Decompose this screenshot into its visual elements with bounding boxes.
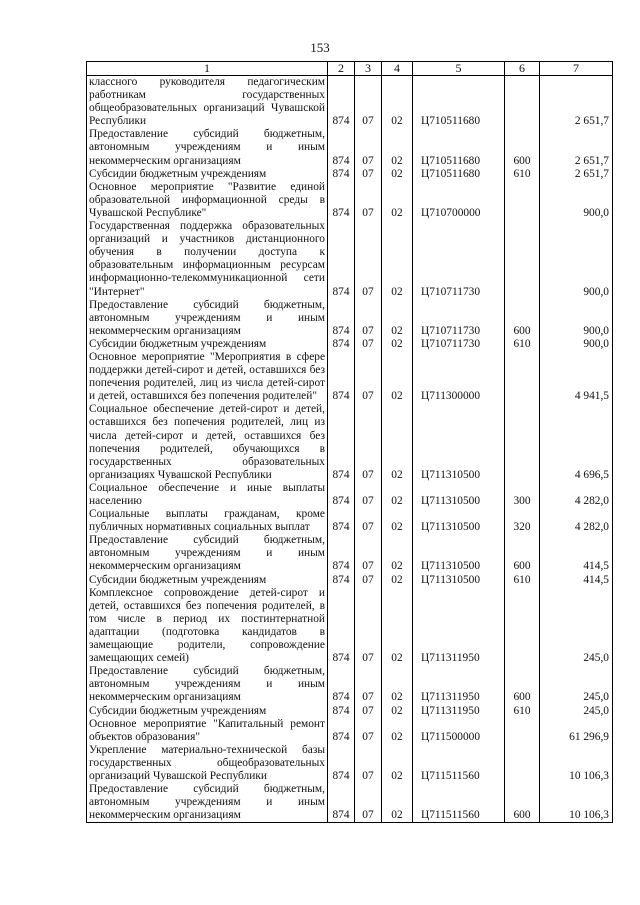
table-row [87, 665, 613, 704]
section-code: 07 [355, 665, 382, 704]
subsection-code: 02 [382, 705, 413, 718]
amount: 2 651,7 [540, 128, 613, 167]
page-number: 153 [310, 40, 330, 55]
grbs-code: 874 [328, 783, 355, 823]
grbs-code: 874 [328, 299, 355, 338]
grbs-code: 874 [328, 534, 355, 573]
amount: 414,5 [540, 574, 613, 587]
section-code: 07 [355, 587, 382, 666]
row-name: Социальное обеспечение детей-сирот и детей, оставшихся без попечения родителей, лиц из числа детей-сирот и детей, оставшихся без попечения родителей, обучающихся в государственных образовательных организациях Чувашской Республики [87, 403, 328, 482]
grbs-code: 874 [328, 403, 355, 482]
amount: 900,0 [540, 181, 613, 220]
expense-type-code [505, 744, 540, 783]
amount: 4 282,0 [540, 508, 613, 534]
table-row [87, 587, 613, 666]
expense-type-code [505, 718, 540, 744]
amount: 2 651,7 [540, 76, 613, 129]
table-row [87, 181, 613, 220]
target-article-code: Ц710511680 [413, 168, 505, 181]
subsection-code: 02 [382, 534, 413, 573]
row-name: классного руководителя педагогическим работникам государственных общеобразовательных организаций Чувашской Республики [87, 76, 328, 129]
row-name: Социальные выплаты гражданам, кроме публичных нормативных социальных выплат [87, 508, 328, 534]
target-article-code: Ц711500000 [413, 718, 505, 744]
section-code: 07 [355, 351, 382, 403]
row-name: Предоставление субсидий бюджетным, автономным учреждениям и иным некоммерческим организациям [87, 299, 328, 338]
expense-type-code: 610 [505, 338, 540, 351]
grbs-code: 874 [328, 574, 355, 587]
column-number: 3 [355, 62, 382, 76]
grbs-code: 874 [328, 220, 355, 299]
subsection-code: 02 [382, 587, 413, 666]
table-row [87, 76, 613, 129]
target-article-code: Ц711310500 [413, 482, 505, 508]
row-name: Субсидии бюджетным учреждениям [87, 168, 328, 181]
grbs-code: 874 [328, 665, 355, 704]
subsection-code: 02 [382, 783, 413, 823]
section-code: 07 [355, 508, 382, 534]
row-name: Основное мероприятие "Капитальный ремонт объектов образования" [87, 718, 328, 744]
table-row [87, 744, 613, 783]
section-code: 07 [355, 574, 382, 587]
column-number: 1 [87, 62, 328, 76]
subsection-code: 02 [382, 351, 413, 403]
section-code: 07 [355, 168, 382, 181]
row-name: Субсидии бюджетным учреждениям [87, 338, 328, 351]
column-number: 7 [540, 62, 613, 76]
subsection-code: 02 [382, 76, 413, 129]
target-article-code: Ц711311950 [413, 665, 505, 704]
section-code: 07 [355, 403, 382, 482]
grbs-code: 874 [328, 168, 355, 181]
target-article-code: Ц711300000 [413, 351, 505, 403]
amount: 245,0 [540, 665, 613, 704]
expense-type-code: 610 [505, 705, 540, 718]
expense-type-code: 610 [505, 168, 540, 181]
column-number: 5 [413, 62, 505, 76]
column-number-row [87, 62, 613, 76]
target-article-code: Ц711311950 [413, 705, 505, 718]
target-article-code: Ц710511680 [413, 128, 505, 167]
amount: 245,0 [540, 705, 613, 718]
row-name: Предоставление субсидий бюджетным, автономным учреждениям и иным некоммерческим организациям [87, 128, 328, 167]
table-body [87, 76, 613, 823]
amount: 4 282,0 [540, 482, 613, 508]
grbs-code: 874 [328, 705, 355, 718]
amount: 10 106,3 [540, 744, 613, 783]
table-row [87, 220, 613, 299]
table-row [87, 403, 613, 482]
expense-type-code: 600 [505, 665, 540, 704]
amount: 414,5 [540, 534, 613, 573]
row-name: Комплексное сопровождение детей-сирот и детей, оставшихся без попечения родителей, в том числе в период их постинтернатной адаптации (подготовка кандидатов в замещающие родители, сопровождение замещающих семей) [87, 587, 328, 666]
expense-type-code [505, 351, 540, 403]
amount: 900,0 [540, 338, 613, 351]
table-row [87, 338, 613, 351]
section-code: 07 [355, 76, 382, 129]
grbs-code: 874 [328, 128, 355, 167]
table-row [87, 534, 613, 573]
subsection-code: 02 [382, 508, 413, 534]
expense-type-code: 610 [505, 574, 540, 587]
amount: 61 296,9 [540, 718, 613, 744]
section-code: 07 [355, 718, 382, 744]
grbs-code: 874 [328, 76, 355, 129]
table-row [87, 718, 613, 744]
target-article-code: Ц711511560 [413, 783, 505, 823]
row-name: Государственная поддержка образовательных организаций и участников дистанционного обучения в получении доступа к образовательным информационным ресурсам информационно-телекоммуникационной сети "Интернет" [87, 220, 328, 299]
expense-type-code [505, 181, 540, 220]
amount: 4 941,5 [540, 351, 613, 403]
target-article-code: Ц711310500 [413, 508, 505, 534]
subsection-code: 02 [382, 168, 413, 181]
section-code: 07 [355, 534, 382, 573]
amount: 2 651,7 [540, 168, 613, 181]
table-row [87, 168, 613, 181]
expense-type-code: 600 [505, 783, 540, 823]
section-code: 07 [355, 482, 382, 508]
table-row [87, 351, 613, 403]
target-article-code: Ц711310500 [413, 534, 505, 573]
section-code: 07 [355, 744, 382, 783]
expense-type-code: 320 [505, 508, 540, 534]
target-article-code: Ц711310500 [413, 574, 505, 587]
subsection-code: 02 [382, 403, 413, 482]
target-article-code: Ц711310500 [413, 403, 505, 482]
section-code: 07 [355, 181, 382, 220]
grbs-code: 874 [328, 718, 355, 744]
section-code: 07 [355, 128, 382, 167]
subsection-code: 02 [382, 574, 413, 587]
subsection-code: 02 [382, 718, 413, 744]
expense-type-code [505, 76, 540, 129]
subsection-code: 02 [382, 744, 413, 783]
amount: 10 106,3 [540, 783, 613, 823]
amount: 900,0 [540, 299, 613, 338]
row-name: Предоставление субсидий бюджетным, автономным учреждениям и иным некоммерческим организациям [87, 534, 328, 573]
subsection-code: 02 [382, 128, 413, 167]
amount: 4 696,5 [540, 403, 613, 482]
table-row [87, 508, 613, 534]
target-article-code: Ц710700000 [413, 181, 505, 220]
subsection-code: 02 [382, 220, 413, 299]
table-row [87, 783, 613, 823]
grbs-code: 874 [328, 338, 355, 351]
table-row [87, 128, 613, 167]
column-number: 6 [505, 62, 540, 76]
row-name: Субсидии бюджетным учреждениям [87, 705, 328, 718]
row-name: Укрепление материально-технической базы государственных общеобразовательных организаций Чувашской Республики [87, 744, 328, 783]
grbs-code: 874 [328, 482, 355, 508]
section-code: 07 [355, 705, 382, 718]
row-name: Основное мероприятие "Развитие единой образовательной информационной среды в Чувашской Республике" [87, 181, 328, 220]
subsection-code: 02 [382, 299, 413, 338]
grbs-code: 874 [328, 508, 355, 534]
subsection-code: 02 [382, 181, 413, 220]
row-name: Предоставление субсидий бюджетным, автономным учреждениям и иным некоммерческим организациям [87, 665, 328, 704]
grbs-code: 874 [328, 587, 355, 666]
section-code: 07 [355, 299, 382, 338]
target-article-code: Ц711511560 [413, 744, 505, 783]
section-code: 07 [355, 783, 382, 823]
amount: 245,0 [540, 587, 613, 666]
target-article-code: Ц710711730 [413, 338, 505, 351]
subsection-code: 02 [382, 338, 413, 351]
grbs-code: 874 [328, 351, 355, 403]
row-name: Субсидии бюджетным учреждениям [87, 574, 328, 587]
expense-type-code [505, 220, 540, 299]
grbs-code: 874 [328, 181, 355, 220]
table-row [87, 482, 613, 508]
table-row [87, 705, 613, 718]
target-article-code: Ц710511680 [413, 76, 505, 129]
amount: 900,0 [540, 220, 613, 299]
row-name: Предоставление субсидий бюджетным, автономным учреждениям и иным некоммерческим организациям [87, 783, 328, 823]
expense-type-code: 300 [505, 482, 540, 508]
target-article-code: Ц710711730 [413, 299, 505, 338]
table-row [87, 574, 613, 587]
subsection-code: 02 [382, 665, 413, 704]
target-article-code: Ц710711730 [413, 220, 505, 299]
expense-type-code: 600 [505, 128, 540, 167]
row-name: Социальное обеспечение и иные выплаты населению [87, 482, 328, 508]
section-code: 07 [355, 220, 382, 299]
expense-type-code: 600 [505, 299, 540, 338]
row-name: Основное мероприятие "Мероприятия в сфере поддержки детей-сирот и детей, оставшихся без попечения родителей, лиц из числа детей-сирот и детей, оставшихся без попечения родителей" [87, 351, 328, 403]
expense-type-code [505, 403, 540, 482]
subsection-code: 02 [382, 482, 413, 508]
expense-type-code [505, 587, 540, 666]
column-number: 2 [328, 62, 355, 76]
column-number: 4 [382, 62, 413, 76]
section-code: 07 [355, 338, 382, 351]
target-article-code: Ц711311950 [413, 587, 505, 666]
table-row [87, 299, 613, 338]
budget-table [86, 61, 613, 823]
expense-type-code: 600 [505, 534, 540, 573]
grbs-code: 874 [328, 744, 355, 783]
